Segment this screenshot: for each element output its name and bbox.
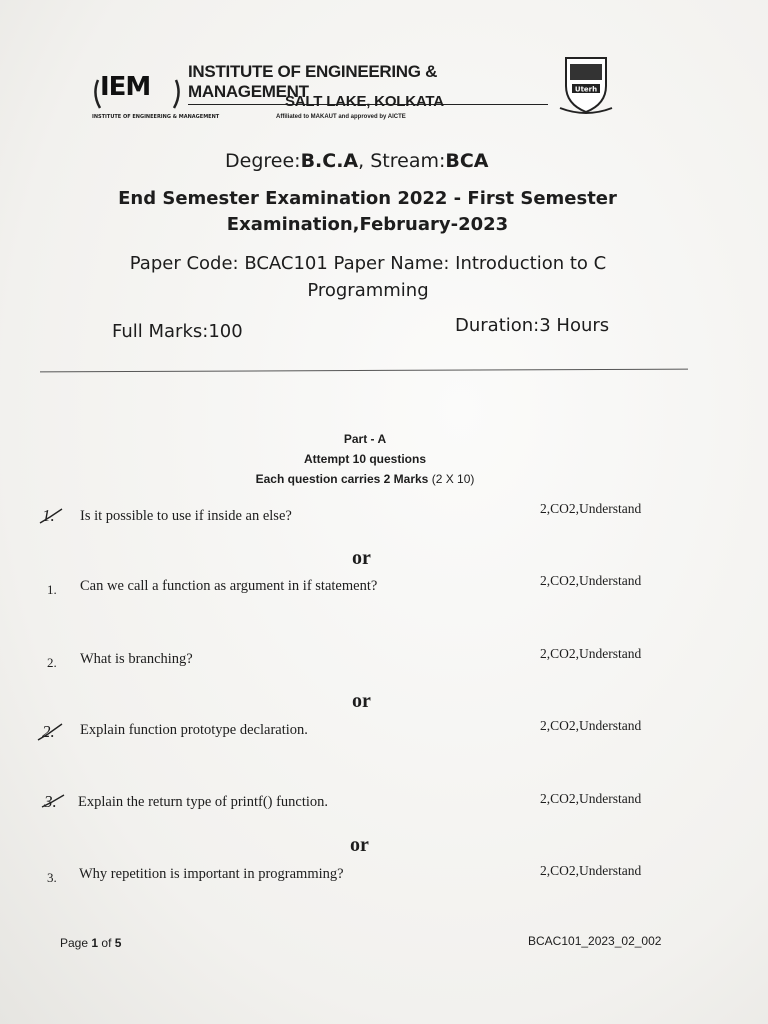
logo-text: IEM: [100, 72, 151, 102]
degree-line: [225, 150, 489, 172]
question-text: Can we call a function as argument in if statement?: [80, 578, 378, 594]
or-label: or: [352, 547, 371, 569]
or-label: or: [350, 834, 369, 856]
institute-affiliation: Affiliated to MAKAUT and approved by AICTE: [276, 114, 406, 120]
question-tag: 2,CO2,Understand: [540, 791, 642, 806]
page-prefix: Page: [60, 936, 89, 950]
degree-label: Degree:: [225, 150, 301, 172]
divider: [40, 369, 688, 373]
stream-value: BCA: [445, 150, 489, 172]
question-text: What is branching?: [80, 651, 193, 667]
question-text: Explain the return type of printf() function.: [78, 794, 329, 810]
crest-label: Uterh: [574, 85, 598, 94]
marks-note-bold: Each question carries 2 Marks: [255, 472, 429, 486]
exam-title: End Semester Examination 2022 - First Semester Examination,February-2023: [118, 188, 617, 235]
question-tag: 2,CO2,Understand: [540, 573, 642, 588]
part-instruction: Attempt 10 questions: [303, 452, 426, 466]
question-number: 2.: [47, 655, 57, 670]
marks-note: (2 X 10): [431, 472, 475, 486]
question-number: 2.: [42, 722, 55, 741]
iem-logo: [92, 70, 220, 122]
question-number: 3.: [47, 870, 57, 885]
university-crest: [558, 52, 614, 118]
question-text: Explain function prototype declaration.: [80, 722, 308, 738]
question-text: Is it possible to use if inside an else?: [80, 508, 292, 524]
paper-info: Paper Code: BCAC101 Paper Name: Introduction to C Programming: [129, 253, 607, 301]
question-tag: 2,CO2,Understand: [540, 646, 642, 661]
part-title: Part - A: [343, 432, 387, 446]
page-indicator: [60, 936, 121, 950]
question-tag: 2,CO2,Understand: [540, 718, 642, 733]
degree-value: B.C.A: [300, 150, 359, 172]
institute-name: INSTITUTE OF ENGINEERING & MANAGEMENT: [188, 62, 548, 105]
tick-mark-icon: [36, 722, 64, 744]
paper-code-footer: BCAC101_2023_02_002: [528, 934, 662, 948]
page-total: 5: [114, 936, 122, 950]
full-marks: Full Marks:100: [112, 321, 243, 342]
page-of: of: [101, 936, 112, 950]
question-tag: 2,CO2,Understand: [540, 863, 642, 878]
institute-city: SALT LAKE, KOLKATA: [285, 93, 444, 110]
question-number: 1.: [47, 582, 57, 597]
part-marks-note: [240, 472, 490, 486]
question-tag: 2,CO2,Understand: [540, 501, 642, 516]
question-text: Why repetition is important in programming?: [79, 866, 344, 882]
logo-subtext: INSTITUTE OF ENGINEERING & MANAGEMENT: [92, 114, 220, 120]
tick-mark-icon: [38, 507, 64, 529]
question-number: 3.: [44, 792, 57, 811]
tick-mark-icon: [40, 793, 66, 813]
duration: Duration:3 Hours: [455, 315, 610, 336]
question-number: 1.: [42, 506, 55, 525]
stream-label: , Stream:: [358, 150, 446, 172]
or-label: or: [352, 690, 371, 712]
page-number: 1: [91, 936, 99, 950]
